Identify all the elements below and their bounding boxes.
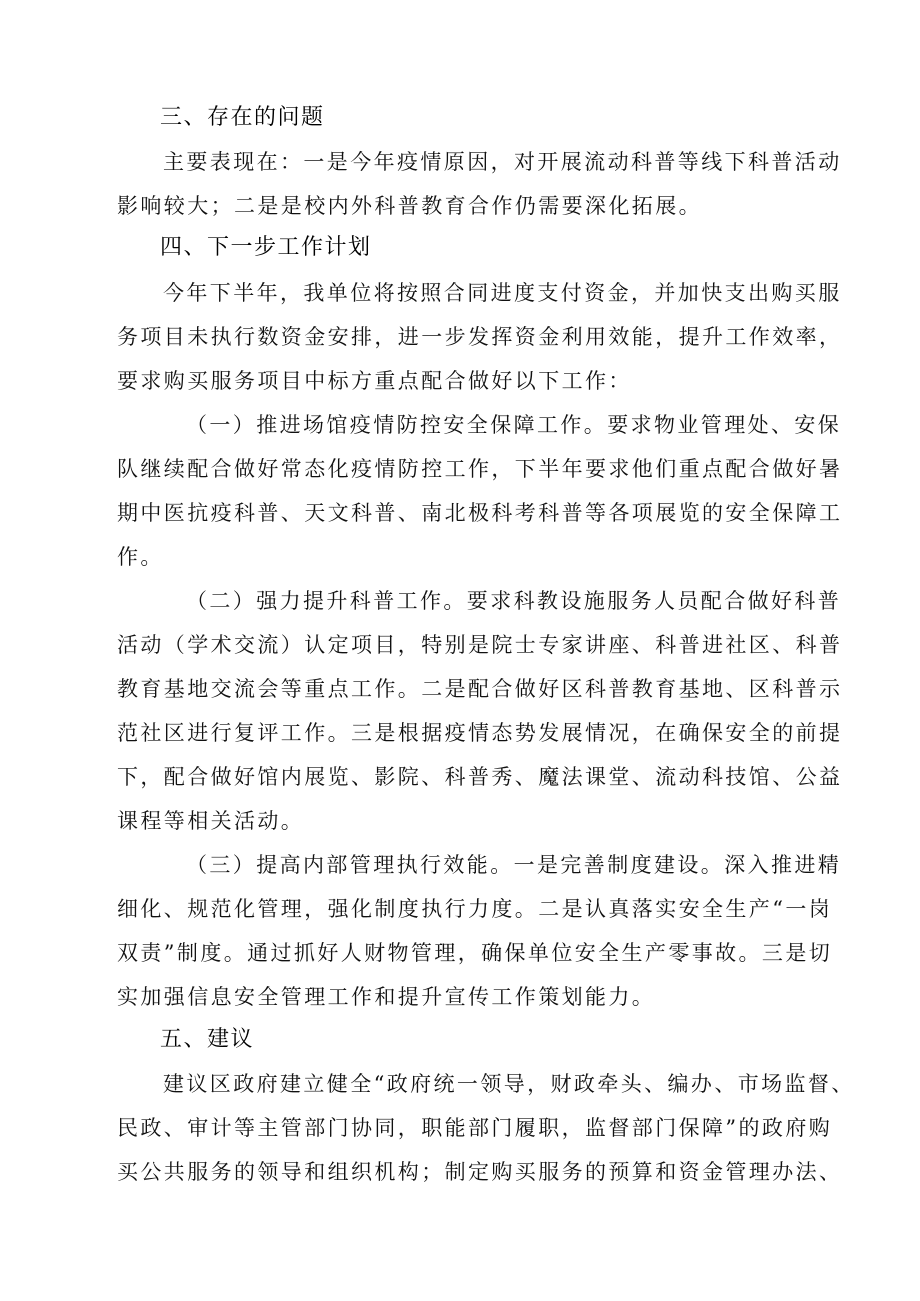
paragraph-line: 影响较大；二是是校内外科普教育合作仍需要深化拓展。 — [117, 194, 702, 218]
paragraph-line: 主要表现在：一是今年疫情原因，对开展流动科普等线下科普活动 — [163, 150, 842, 174]
paragraph-line: 双责”制度。通过抓好人财物管理，确保单位安全生产零事故。三是切 — [117, 941, 833, 965]
paragraph-line: 买公共服务的领导和组织机构；制定购买服务的预算和资金管理办法、 — [117, 1160, 843, 1184]
section-heading-suggestions: 五、建议 — [160, 1027, 255, 1052]
paragraph-line: 范社区进行复评工作。三是根据疫情态势发展情况，在确保安全的前提 — [117, 721, 843, 745]
paragraph-line: 期中医抗疫科普、天文科普、南北极科考科普等各项展览的安全保障工 — [117, 501, 843, 525]
paragraph-line: （二）强力提升科普工作。要求科教设施服务人员配合做好科普 — [186, 589, 842, 613]
paragraph-line: （一）推进场馆疫情防控安全保障工作。要求物业管理处、安保 — [186, 413, 842, 437]
paragraph-line: 作。 — [117, 545, 164, 569]
paragraph-line: 民政、审计等主管部门协同，职能部门履职，监督部门保障”的政府购 — [117, 1116, 833, 1140]
paragraph-line: 建议区政府建立健全“政府统一领导，财政牵头、编办、市场监督、 — [163, 1072, 855, 1096]
paragraph-line: （三）提高内部管理执行效能。一是完善制度建设。深入推进精 — [186, 853, 842, 877]
paragraph-line: 课程等相关活动。 — [117, 809, 305, 833]
paragraph-line: 队继续配合做好常态化疫情防控工作，下半年要求他们重点配合做好暑 — [117, 457, 843, 481]
paragraph-line: 教育基地交流会等重点工作。二是配合做好区科普教育基地、区科普示 — [117, 677, 843, 701]
paragraph-line: 细化、规范化管理，强化制度执行力度。二是认真落实安全生产“一岗 — [117, 897, 833, 921]
paragraph-line: 要求购买服务项目中标方重点配合做好以下工作： — [117, 369, 632, 393]
paragraph-line: 下，配合做好馆内展览、影院、科普秀、魔法课堂、流动科技馆、公益 — [117, 765, 843, 789]
section-heading-next-plan: 四、下一步工作计划 — [160, 235, 372, 260]
paragraph-line: 务项目未执行数资金安排，进一步发挥资金利用效能，提升工作效率， — [117, 325, 843, 349]
paragraph-line: 实加强信息安全管理工作和提升宣传工作策划能力。 — [117, 985, 656, 1009]
section-heading-problems: 三、存在的问题 — [160, 105, 325, 130]
paragraph-line: 活动（学术交流）认定项目，特别是院士专家讲座、科普进社区、科普 — [117, 633, 843, 657]
paragraph-line: 今年下半年，我单位将按照合同进度支付资金，并加快支出购买服 — [163, 281, 842, 305]
